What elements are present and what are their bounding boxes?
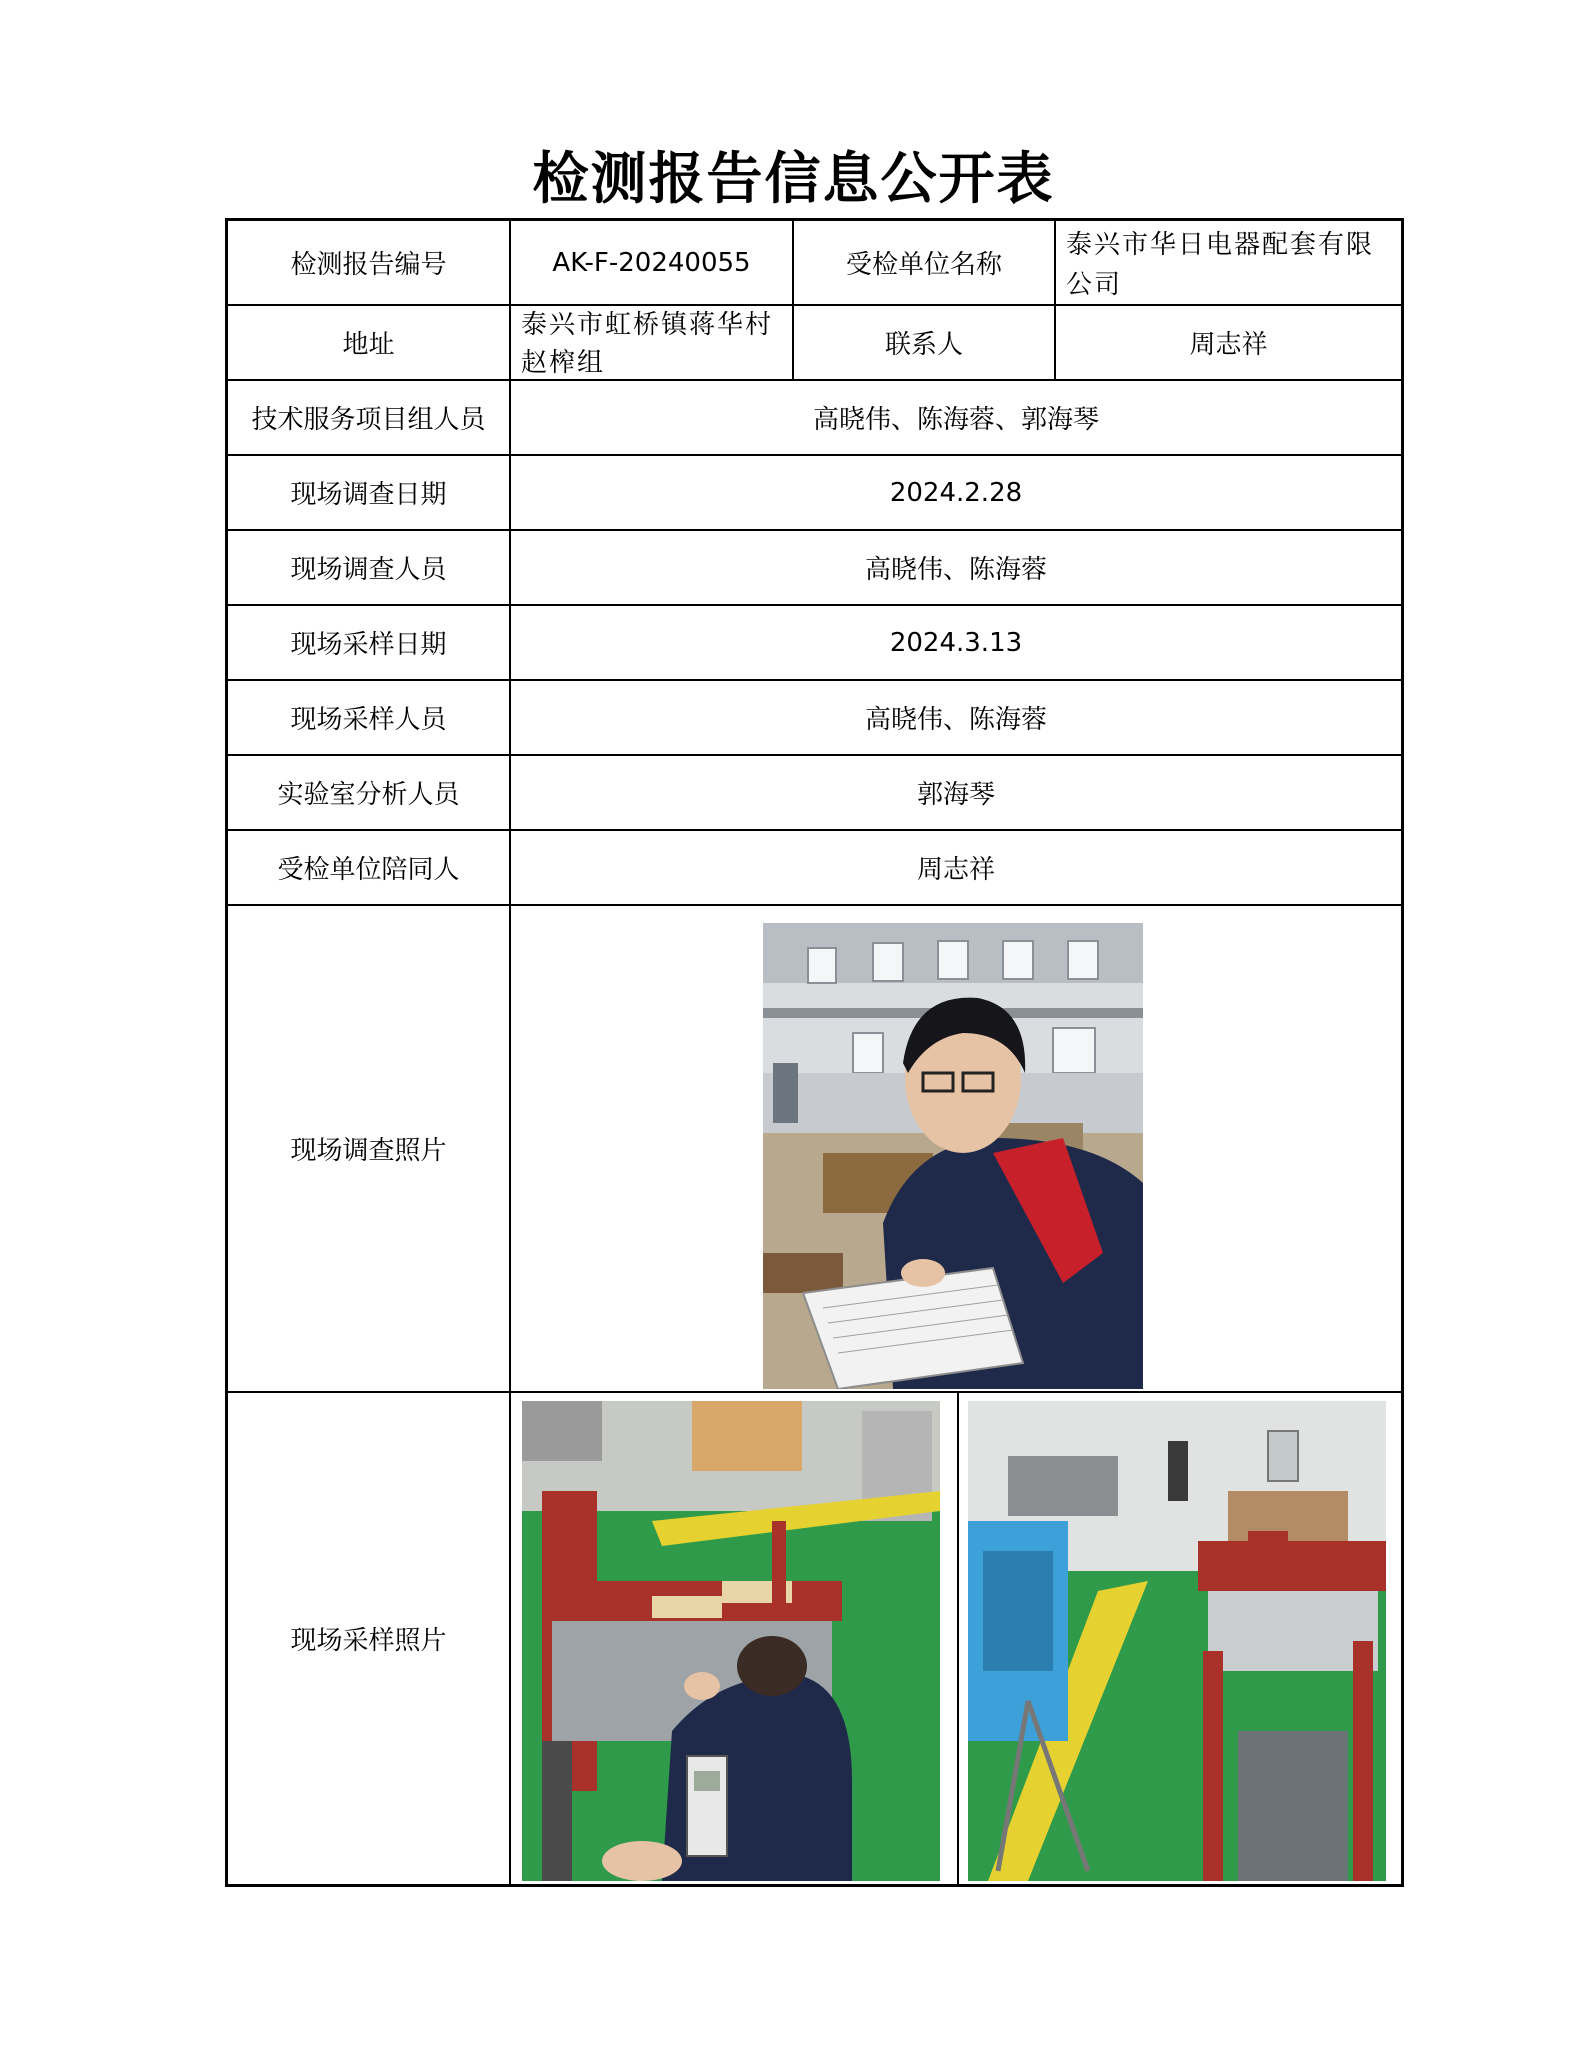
address-value: 泰兴市虹桥镇蒋华村赵榨组 [511,306,794,381]
survey-date-value: 2024.2.28 [511,456,1401,531]
escort-value: 周志祥 [511,831,1401,906]
sampling-staff-value: 高晓伟、陈海蓉 [511,681,1401,756]
team-label: 技术服务项目组人员 [228,381,511,456]
address-label: 地址 [228,306,511,381]
contact-label: 联系人 [794,306,1056,381]
sampling-photo-1 [522,1401,940,1881]
sampling-photo-label: 现场采样照片 [228,1393,511,1884]
unit-name-value: 泰兴市华日电器配套有限公司 [1056,221,1401,306]
survey-photo-label: 现场调查照片 [228,906,511,1393]
escort-label: 受检单位陪同人 [228,831,511,906]
page-title: 检测报告信息公开表 [532,147,1055,212]
survey-date-label: 现场调查日期 [228,456,511,531]
report-no-value: AK-F-20240055 [511,221,794,306]
lab-staff-value: 郭海琴 [511,756,1401,831]
survey-staff-label: 现场调查人员 [228,531,511,606]
survey-staff-value: 高晓伟、陈海蓉 [511,531,1401,606]
report-no-label: 检测报告编号 [228,221,511,306]
lab-staff-label: 实验室分析人员 [228,756,511,831]
contact-value: 周志祥 [1056,306,1401,381]
sampling-photo-2 [968,1401,1386,1881]
sampling-date-label: 现场采样日期 [228,606,511,681]
sampling-staff-label: 现场采样人员 [228,681,511,756]
survey-photo [763,923,1143,1389]
team-value: 高晓伟、陈海蓉、郭海琴 [511,381,1401,456]
sampling-date-value: 2024.3.13 [511,606,1401,681]
unit-name-label: 受检单位名称 [794,221,1056,306]
